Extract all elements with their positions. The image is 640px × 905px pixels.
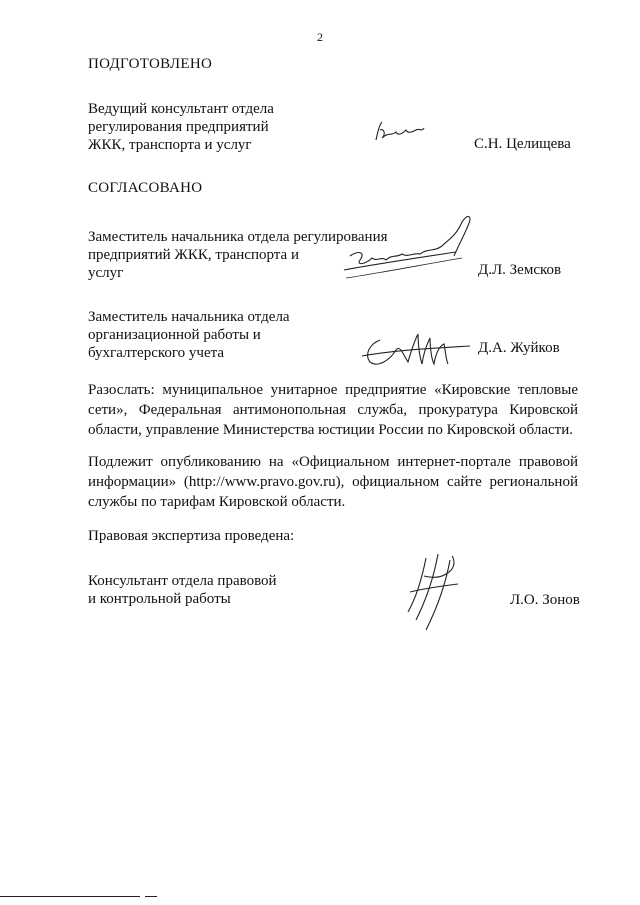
page-number: 2 <box>317 30 323 44</box>
position-line: услуг <box>88 265 124 281</box>
position-line: предприятий ЖКК, транспорта и <box>88 247 299 263</box>
agreed-name-2: Д.А. Жуйков <box>478 340 560 356</box>
position-line: ЖКК, транспорта и услуг <box>88 137 252 153</box>
position-line: бухгалтерского учета <box>88 345 225 361</box>
signature-zemskov <box>336 212 486 288</box>
legal-review-heading: Правовая экспертиза проведена: <box>88 528 295 544</box>
publication-paragraph: Подлежит опубликованию на «Официальном интернет-портале правовой информации» (http://www.pravo.gov.ru), официальном сайте региональной службы по тарифам Кировской области. <box>88 454 578 510</box>
legal-review-position <box>88 572 277 608</box>
footer-rule <box>145 896 157 897</box>
distribution-paragraph: Разослать: муниципальное унитарное предприятие «Кировские тепловые сети», Федеральная антимонопольная служба, прокуратура Кировской области, управление Министерства юстиции России по Кировской области. <box>88 382 578 438</box>
position-line: Консультант отдела правовой <box>88 573 277 589</box>
prepared-name: С.Н. Целищева <box>474 136 571 152</box>
position-line: регулирования предприятий <box>88 119 269 135</box>
prepared-position <box>88 100 274 154</box>
agreed-heading: СОГЛАСОВАНО <box>88 180 203 196</box>
position-line: Заместитель начальника отдела регулирования <box>88 229 388 245</box>
position-line: Ведущий консультант отдела <box>88 101 274 117</box>
footer-rule <box>0 896 140 897</box>
signature-zhuykov <box>356 326 476 372</box>
signature-tselishcheva <box>370 118 430 148</box>
legal-review-name: Л.О. Зонов <box>510 592 580 608</box>
signature-zonov <box>396 548 476 638</box>
agreed-position-2 <box>88 308 290 362</box>
position-line: и контрольной работы <box>88 591 231 607</box>
position-line: организационной работы и <box>88 327 261 343</box>
agreed-name-1: Д.Л. Земсков <box>478 262 562 278</box>
position-line: Заместитель начальника отдела <box>88 309 290 325</box>
prepared-heading: ПОДГОТОВЛЕНО <box>88 56 213 72</box>
